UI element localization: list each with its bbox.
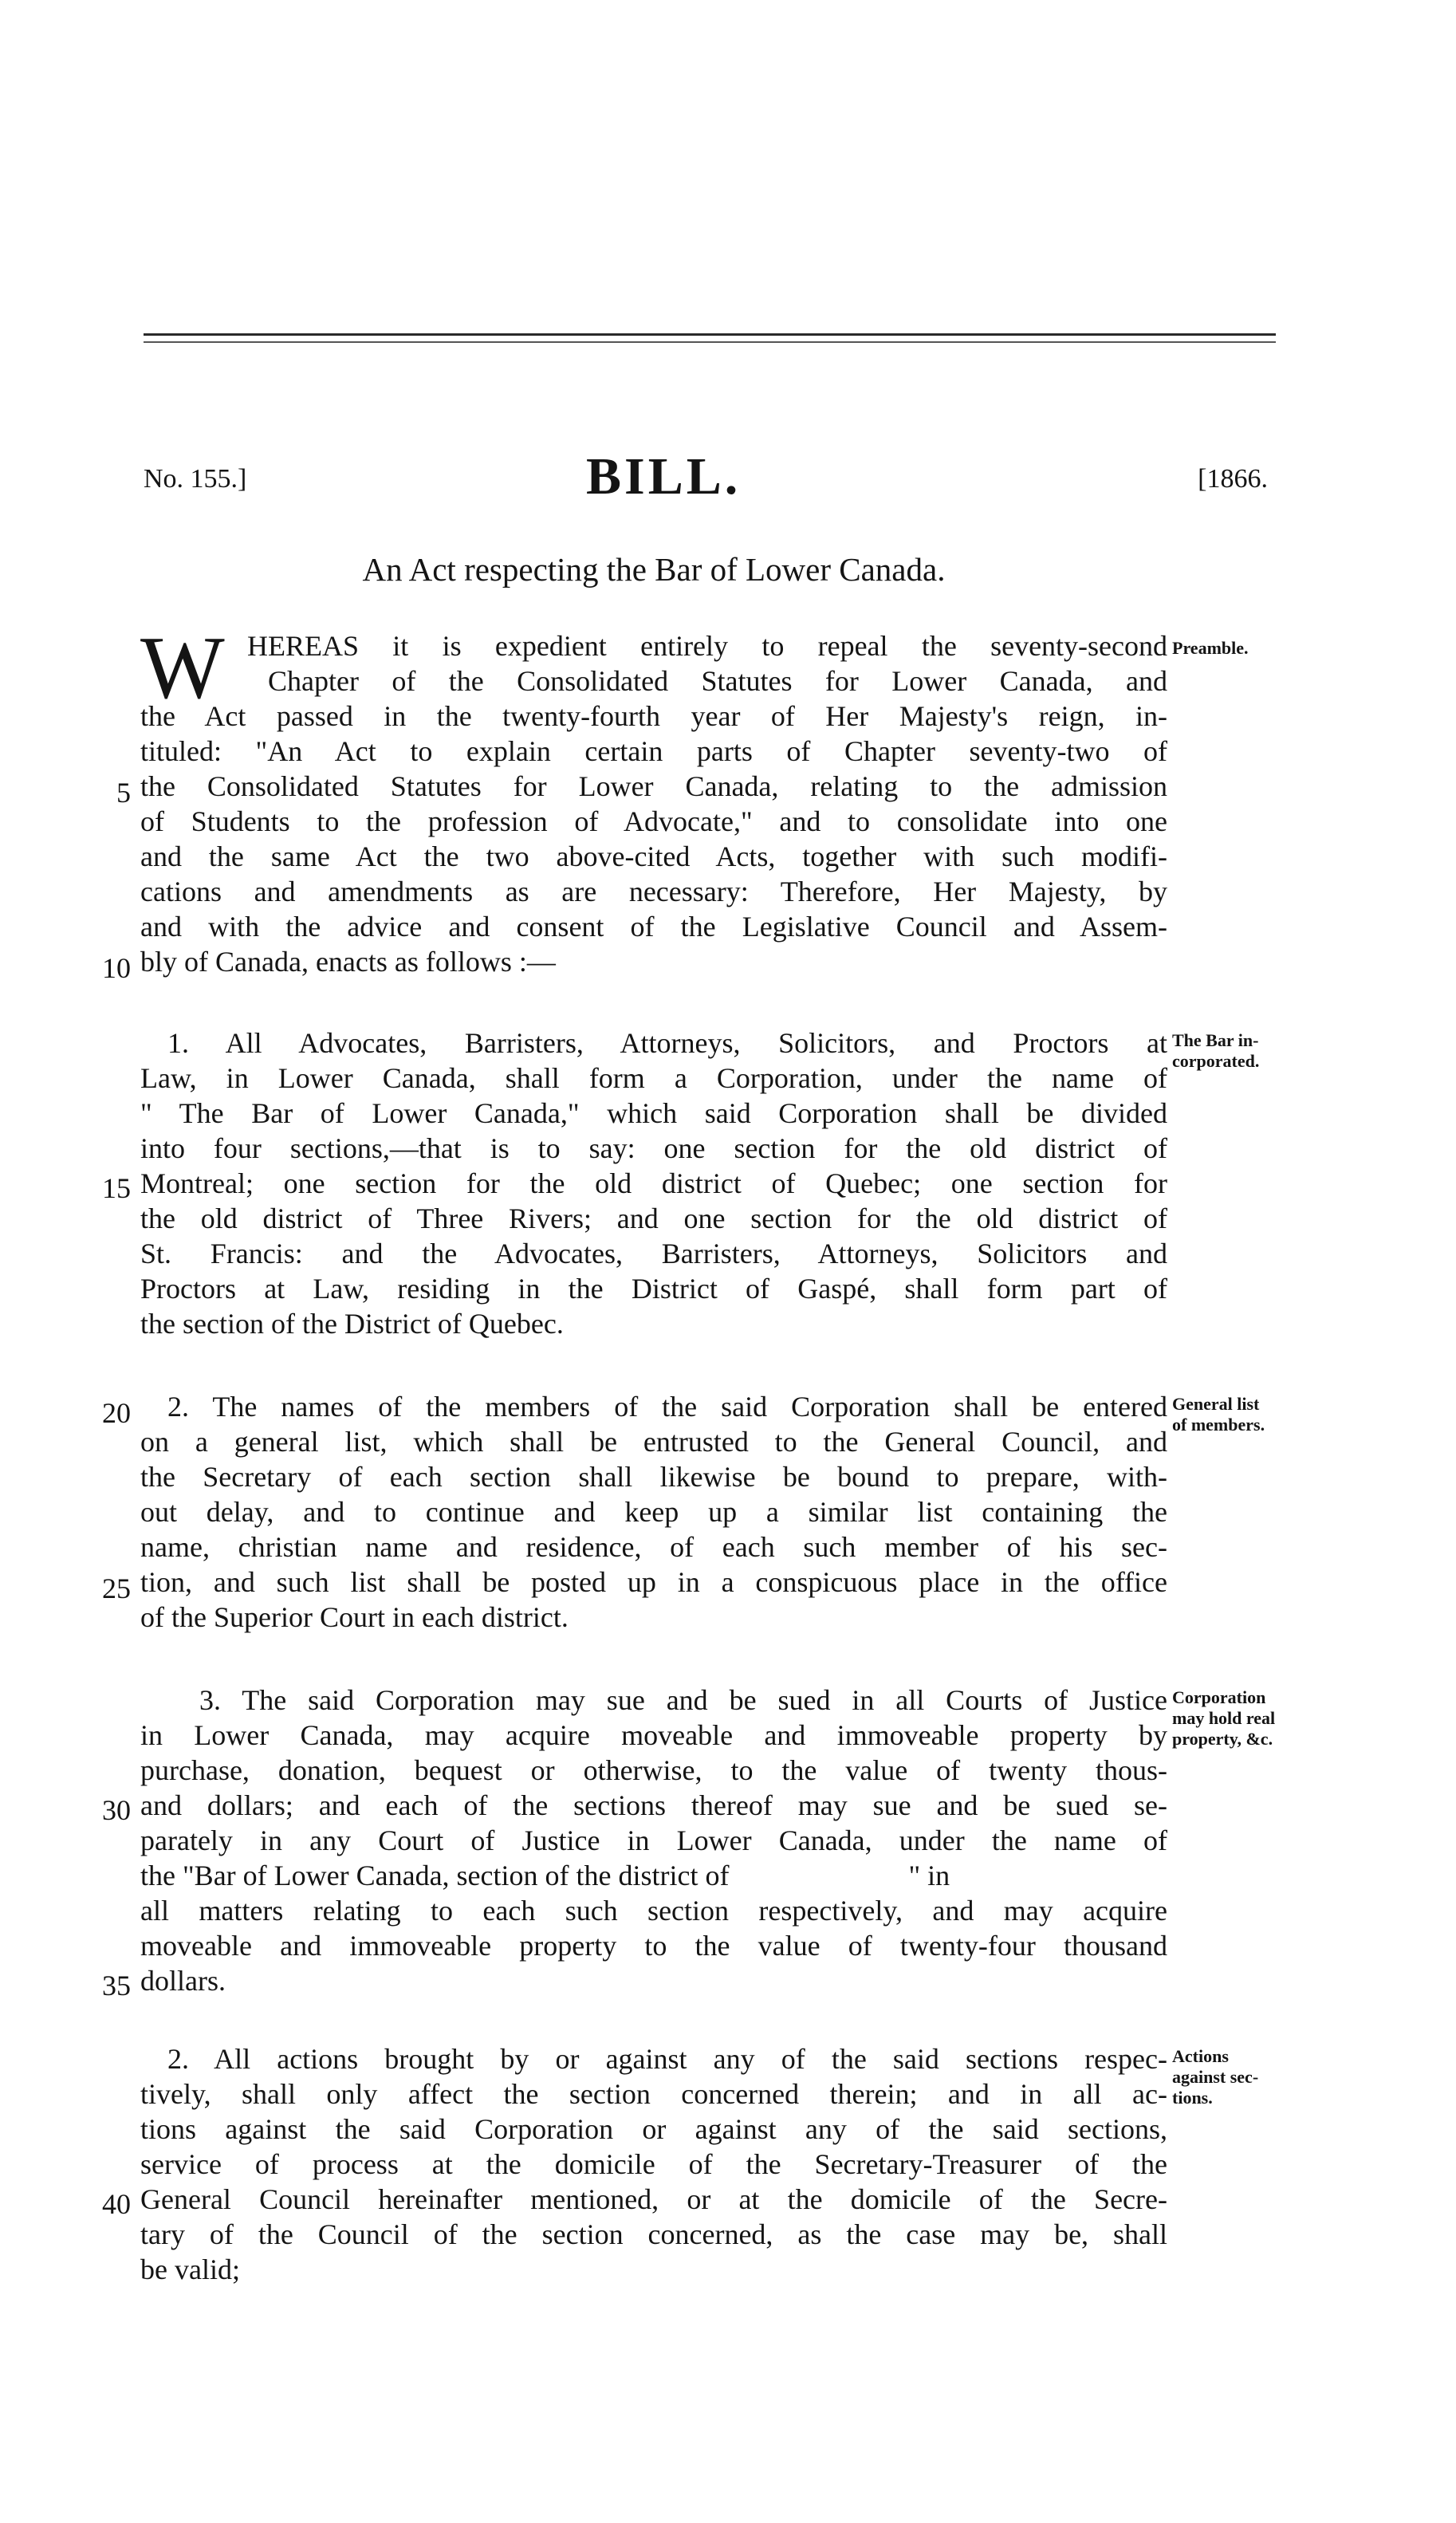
margin-note-actions: Actions against sec- tions. — [1172, 2046, 1259, 2108]
margin-note-corporation-property: Corporation may hold real property, &c. — [1172, 1687, 1276, 1749]
section4-line: tively, shall only affect the section concerned therein; and in all ac- — [140, 2078, 1167, 2110]
section2-line: name, christian name and residence, of each such member of his sec- — [140, 1531, 1167, 1563]
section2-line: tion, and such list shall be posted up in a conspicuous place in the office — [140, 1566, 1167, 1598]
section1-line: into four sections,—that is to say: one section for the old district of — [140, 1132, 1167, 1164]
preamble-line: and the same Act the two above-cited Acts, together with such modifi- — [140, 840, 1167, 872]
section1-line: Montreal; one section for the old district of Quebec; one section for — [140, 1167, 1167, 1199]
preamble-line: tituled: "An Act to explain certain parts of Chapter seventy-two of — [140, 735, 1167, 767]
bill-year: [1866. — [1198, 464, 1268, 494]
top-rule — [144, 333, 1276, 336]
margin-note-preamble: Preamble. — [1172, 638, 1249, 658]
section1-line: the old district of Three Rivers; and one section for the old district of — [140, 1202, 1167, 1234]
section1-line: Proctors at Law, residing in the District of Gaspé, shall form part of — [140, 1273, 1167, 1305]
section3-line: 3. The said Corporation may sue and be sued in all Courts of Justice — [199, 1684, 1167, 1716]
section1-line: the section of the District of Quebec. — [140, 1308, 564, 1340]
act-title: An Act respecting the Bar of Lower Canada. — [362, 551, 946, 588]
section3-line: moveable and immoveable property to the value of twenty-four thousand — [140, 1930, 1167, 1962]
section2-line: on a general list, which shall be entrusted to the General Council, and — [140, 1426, 1167, 1458]
bill-number: No. 155.] — [144, 464, 247, 494]
preamble-line: bly of Canada, enacts as follows :— — [140, 946, 556, 978]
margin-note-general-list: General list of members. — [1172, 1394, 1265, 1435]
section3-line: and dollars; and each of the sections thereof may sue and be sued se- — [140, 1789, 1167, 1821]
section3-line: the "Bar of Lower Canada, section of the district of " in — [140, 1860, 950, 1891]
section1-line: St. Francis: and the Advocates, Barristers, Attorneys, Solicitors and — [140, 1238, 1167, 1269]
section3-line: all matters relating to each such section respectively, and may acquire — [140, 1895, 1167, 1927]
preamble-line: and with the advice and consent of the Legislative Council and Assem- — [140, 911, 1167, 943]
line-number: 25 — [102, 1572, 131, 1604]
section1-line: " The Bar of Lower Canada," which said Corporation shall be divided — [140, 1097, 1167, 1129]
section4-line: service of process at the domicile of the Secretary-Treasurer of the — [140, 2148, 1167, 2180]
section3-line: in Lower Canada, may acquire moveable and immoveable property by — [140, 1719, 1167, 1751]
preamble-line: cations and amendments as are necessary: Therefore, Her Majesty, by — [140, 876, 1167, 907]
line-number: 15 — [102, 1172, 131, 1204]
section1-line: 1. All Advocates, Barristers, Attorneys, Solicitors, and Proctors at — [167, 1027, 1167, 1059]
section4-line: 2. All actions brought by or against any of the said sections respec- — [167, 2043, 1167, 2075]
section3-line: parately in any Court of Justice in Lower Canada, under the name of — [140, 1824, 1167, 1856]
preamble-line: the Consolidated Statutes for Lower Canada, relating to the admission — [140, 770, 1167, 802]
line-number: 35 — [102, 1970, 131, 2001]
section4-line: tions against the said Corporation or against any of the said sections, — [140, 2113, 1167, 2145]
line-number: 40 — [102, 2188, 131, 2220]
section4-line: be valid; — [140, 2253, 240, 2285]
line-number: 5 — [116, 777, 131, 809]
line-number: 30 — [102, 1794, 131, 1826]
preamble-dropcap: W — [140, 619, 225, 718]
section2-line: the Secretary of each section shall likewise be bound to prepare, with- — [140, 1461, 1167, 1493]
section3-line: purchase, donation, bequest or otherwise, to the value of twenty thous- — [140, 1754, 1167, 1786]
section2-line: 2. The names of the members of the said Corporation shall be entered — [167, 1391, 1167, 1423]
line-number: 10 — [102, 952, 131, 984]
section4-line: tary of the Council of the section concerned, as the case may be, shall — [140, 2218, 1167, 2250]
section2-line: of the Superior Court in each district. — [140, 1601, 569, 1633]
bill-header — [144, 447, 1276, 510]
preamble-line: of Students to the profession of Advocate," and to consolidate into one — [140, 805, 1167, 837]
top-rule-second — [144, 341, 1276, 343]
section1-line: Law, in Lower Canada, shall form a Corporation, under the name of — [140, 1062, 1167, 1094]
preamble-line: HEREAS it is expedient entirely to repeal the seventy-second — [247, 630, 1167, 662]
preamble-line: the Act passed in the twenty-fourth year of Her Majesty's reign, in- — [140, 700, 1167, 732]
margin-note-bar-incorporated: The Bar in- corporated. — [1172, 1030, 1260, 1071]
bill-heading: BILL. — [586, 447, 742, 506]
section2-line: out delay, and to continue and keep up a similar list containing the — [140, 1496, 1167, 1528]
section3-line: dollars. — [140, 1965, 226, 1997]
preamble-line: Chapter of the Consolidated Statutes for Lower Canada, and — [268, 665, 1167, 697]
line-number: 20 — [102, 1397, 131, 1429]
section4-line: General Council hereinafter mentioned, or at the domicile of the Secre- — [140, 2183, 1167, 2215]
